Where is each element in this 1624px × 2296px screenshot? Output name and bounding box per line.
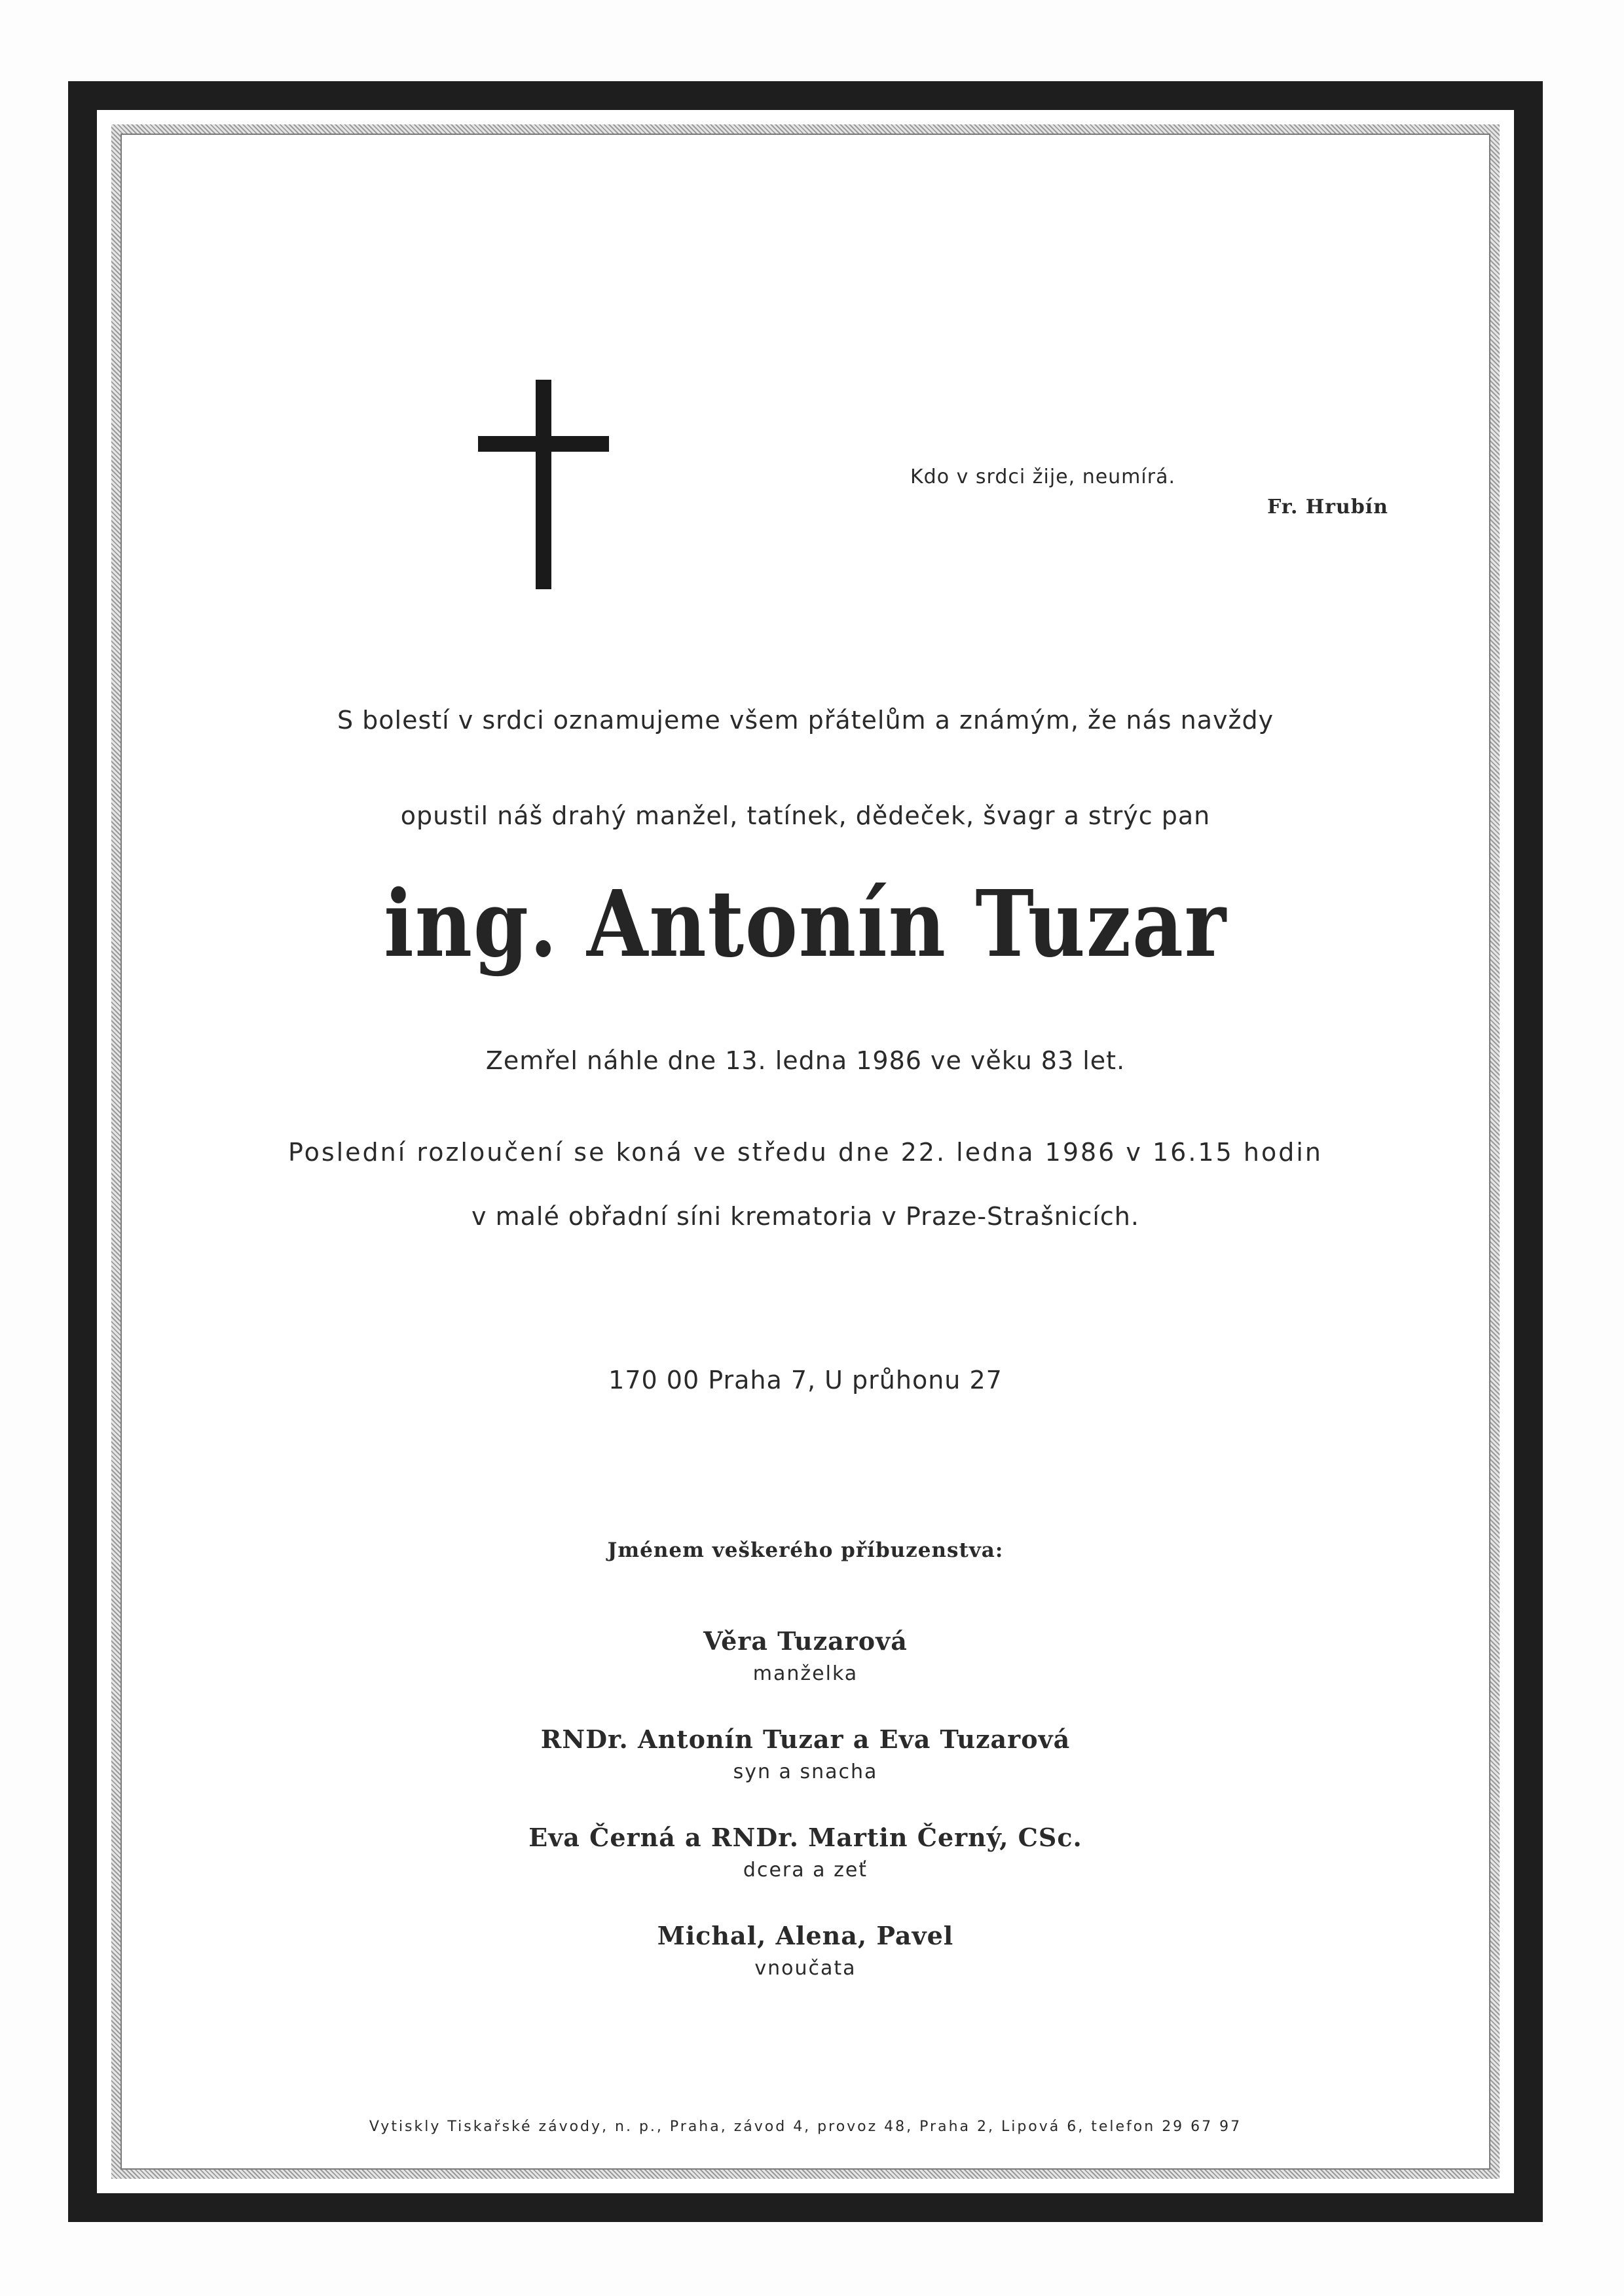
relative-name: RNDr. Antonín Tuzar a Eva Tuzarová xyxy=(540,1724,1071,1754)
relative-group xyxy=(131,1918,1480,2016)
funeral-line-1: Poslední rozloučení se koná ve středu dne 22. ledna 1986 v 16.15 hodin xyxy=(288,1138,1323,1167)
deceased-name: ing. Antonín Tuzar xyxy=(384,871,1227,978)
relatives-list xyxy=(131,1624,1480,2016)
cross-icon xyxy=(478,380,609,589)
relative-role: vnoučata xyxy=(754,1957,857,1980)
relative-role: syn a snacha xyxy=(733,1760,878,1783)
death-info: Zemřel náhle dne 13. ledna 1986 ve věku 83 let. xyxy=(485,1046,1126,1075)
relative-group xyxy=(131,1722,1480,1820)
notice-content xyxy=(131,144,1480,2160)
funeral-line-2: v malé obřadní síni krematoria v Praze-Strašnicích. xyxy=(471,1202,1139,1231)
relative-name: Michal, Alena, Pavel xyxy=(657,1921,954,1950)
relative-role: dcera a zeť xyxy=(743,1859,868,1882)
announcement-line-2: opustil náš drahý manžel, tatínek, dědeček, švagr a strýc pan xyxy=(400,801,1211,830)
relative-role: manželka xyxy=(752,1662,858,1685)
address: 170 00 Praha 7, U průhonu 27 xyxy=(608,1366,1003,1394)
relative-name: Eva Černá a RNDr. Martin Černý, CSc. xyxy=(528,1823,1082,1852)
motto xyxy=(910,462,1388,522)
motto-quote: Kdo v srdci žije, neumírá. xyxy=(910,465,1175,488)
relative-group xyxy=(131,1624,1480,1722)
relative-name: Věra Tuzarová xyxy=(703,1626,908,1656)
relatives-heading: Jménem veškerého příbuzenstva: xyxy=(607,1539,1004,1562)
relative-group xyxy=(131,1820,1480,1918)
motto-author: Fr. Hrubín xyxy=(1267,496,1388,519)
printer-note: Vytiskly Tiskařské závody, n. p., Praha, závod 4, provoz 48, Praha 2, Lipová 6, telefon 29 67 97 xyxy=(369,2119,1242,2135)
announcement-line-1: S bolestí v srdci oznamujeme všem přátelům a známým, že nás navždy xyxy=(337,706,1274,735)
